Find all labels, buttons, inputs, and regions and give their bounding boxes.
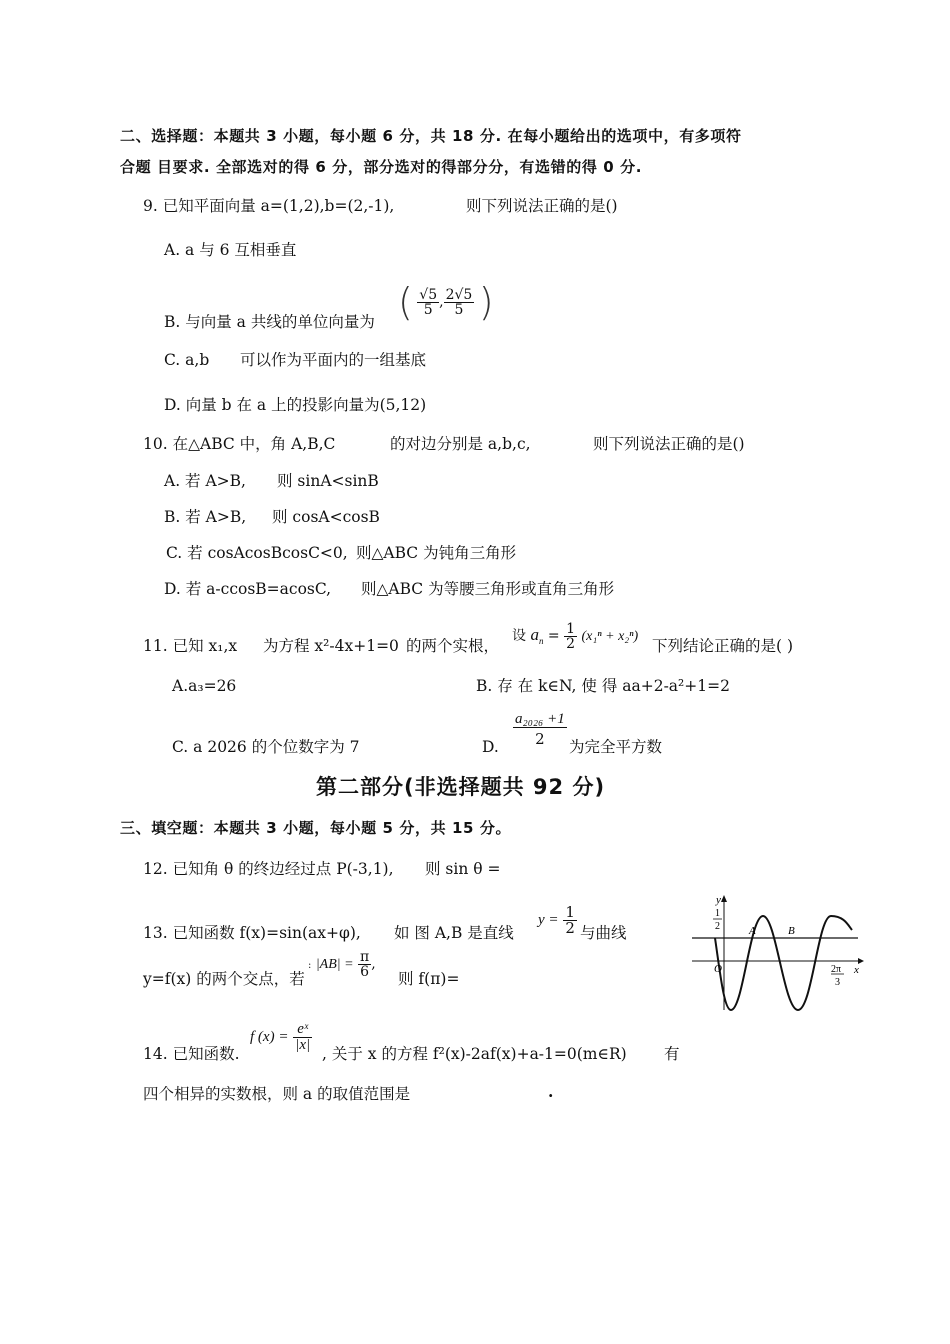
q11-stem-c: 的两个实根，: [406, 637, 500, 655]
q13-stem-a: 13. 已知函数 f(x)=sin(ax+φ),: [143, 924, 361, 942]
q11-formula-prefix: 设: [512, 628, 531, 644]
graph-tick-den: 3: [835, 977, 840, 988]
q11-formula-lhs: a: [530, 625, 539, 644]
section3-title: 三、填空题：本题共 3 小题，每小题 5 分，共 15 分。: [120, 819, 512, 837]
q11-option-b: B. 存 在 k∈N, 使 得 aa+2-a²+1=2: [476, 677, 730, 695]
q14-stem-c: 有: [664, 1045, 680, 1063]
graph-x-arrow: [858, 958, 864, 964]
q10-stem-c: 则下列说法正确的是(): [593, 435, 745, 453]
q11-option-d-frac: [513, 712, 567, 747]
q9-option-b: B. 与向量 a 共线的单位向量为: [164, 313, 375, 331]
q13-stem-d: y=f(x) 的两个交点，若: [143, 970, 305, 988]
q12-stem-b: 则 sin θ =: [425, 860, 501, 878]
q11-option-d-a: D.: [482, 738, 499, 756]
q10-option-a-b: 则 sinA<sinB: [277, 472, 379, 490]
q9-b-den1: 5: [423, 301, 433, 318]
q9-b-sep: ,: [439, 294, 444, 310]
q14-formula: [250, 1014, 312, 1059]
q10-option-a-a: A. 若 A>B,: [164, 472, 246, 490]
q13-ab-suffix: ,: [371, 956, 376, 972]
q14-f-num: eˣ: [293, 1022, 312, 1038]
q11-stem-a: 11. 已知 x₁,x: [143, 637, 238, 655]
q13-eq-num: 1: [565, 902, 575, 921]
graph-y-label: y: [716, 894, 721, 906]
q14-stem-e: .: [548, 1082, 554, 1101]
q11-formula-num: 1: [566, 620, 576, 637]
q10-option-c-b: 则△ABC 为钝角三角形: [356, 544, 517, 562]
q13-stem-c: 与曲线: [580, 924, 627, 942]
q13-stem-e: 则 f(π)=: [398, 970, 460, 988]
q9-option-c-b: 可以作为平面内的一组基底: [240, 351, 427, 369]
q13-sine-graph: [688, 890, 866, 1014]
q10-option-b-a: B. 若 A>B,: [164, 508, 247, 526]
q10-option-d-b: 则△ABC 为等腰三角形或直角三角形: [361, 580, 615, 598]
q11-stem-d: 下列结论正确的是( ): [652, 637, 794, 655]
q11-option-c: C. a 2026 的个位数字为 7: [172, 738, 360, 756]
graph-half-num: 1: [715, 908, 720, 919]
q9-b-num1: √5: [419, 286, 438, 303]
q13-eq-den: 2: [565, 918, 575, 937]
graph-point-a: A: [749, 925, 756, 937]
graph-sine-curve: [715, 916, 852, 1010]
section2-line2: 合题 目要求. 全部选对的得 6 分，部分选对的得部分分，有选错的得 0 分.: [120, 158, 643, 176]
q13-line-eq: [538, 897, 577, 942]
q9-b-den2: 5: [454, 301, 464, 318]
q10-option-d-a: D. 若 a-ccosB=acosC,: [164, 580, 332, 598]
q13-ab-num: π: [360, 948, 370, 965]
q9-stem-b: 则下列说法正确的是(): [466, 197, 618, 215]
q13-stem-b: 如 图 A,B 是直线: [394, 924, 514, 942]
q11-formula: 设 $a_n$ = $\frac{1}{2}$ (x₁ⁿ + x₂ⁿ): [512, 620, 639, 652]
graph-origin-label: O: [714, 963, 722, 975]
q11-formula-sub: n: [538, 635, 544, 646]
q11-formula-body: (x₁ⁿ + x₂ⁿ): [581, 629, 639, 644]
graph-tick-num: 2π: [831, 964, 842, 975]
q11-option-d-b: 为完全平方数: [569, 738, 663, 756]
q11-option-a: A.a₃=26: [172, 677, 237, 695]
q14-stem-a: 14. 已知函数.: [143, 1045, 240, 1063]
q9-option-d: D. 向量 b 在 a 上的投影向量为(5,12): [164, 396, 427, 414]
q9-option-b-formula: ( $\frac{√5}{5}$ , $\frac{2√5}{5}$ ): [398, 280, 494, 324]
q10-stem-a: 10. 在△ABC 中，角 A,B,C: [143, 435, 336, 453]
graph-y-arrow: [721, 895, 727, 902]
graph-half-den: 2: [715, 921, 720, 932]
graph-point-b: B: [788, 925, 795, 937]
q11-stem-b: 为方程 x²-4x+1=0: [263, 637, 399, 655]
q11-d-num: a₂₀₂₆ +1: [515, 711, 565, 727]
q11-d-den: 2: [535, 730, 545, 748]
q10-option-c-a: C. 若 cosAcosBcosC<0,: [166, 544, 348, 562]
q9-b-num2: 2√5: [445, 286, 473, 303]
q13-ab-lhs: |AB| =: [315, 957, 354, 972]
q13-ab-eq: [308, 942, 376, 988]
q9-stem-a: 9. 已知平面向量 a=(1,2),b=(2,-1),: [143, 197, 395, 215]
q12-stem-a: 12. 已知角 θ 的终边经过点 P(-3,1),: [143, 860, 394, 878]
q10-option-b-b: 则 cosA<cosB: [272, 508, 380, 526]
q9-option-c-a: C. a,b: [164, 351, 210, 369]
q10-stem-b: 的对边分别是 a,b,c,: [390, 435, 531, 453]
q13-eq-lhs: y =: [538, 912, 559, 928]
q13-ab-prefix: :: [308, 960, 312, 971]
q14-f-den: |x|: [295, 1036, 311, 1053]
q14-stem-b: , 关于 x 的方程 f²(x)-2af(x)+a-1=0(m∈R): [322, 1045, 627, 1063]
q9-option-a: A. a 与 6 互相垂直: [164, 241, 297, 259]
graph-x-label: x: [854, 964, 859, 976]
q14-f-lhs: f (x) =: [250, 1029, 289, 1045]
q14-stem-d: 四个相异的实数根，则 a 的取值范围是: [143, 1085, 411, 1103]
q11-formula-den: 2: [566, 635, 576, 652]
section2-line1: 二、选择题：本题共 3 小题，每小题 6 分，共 18 分. 在每小题给出的选项中，有多项符: [120, 127, 742, 145]
part2-title: 第二部分(非选择题共 92 分): [316, 775, 606, 799]
q13-ab-den: 6: [360, 963, 370, 980]
